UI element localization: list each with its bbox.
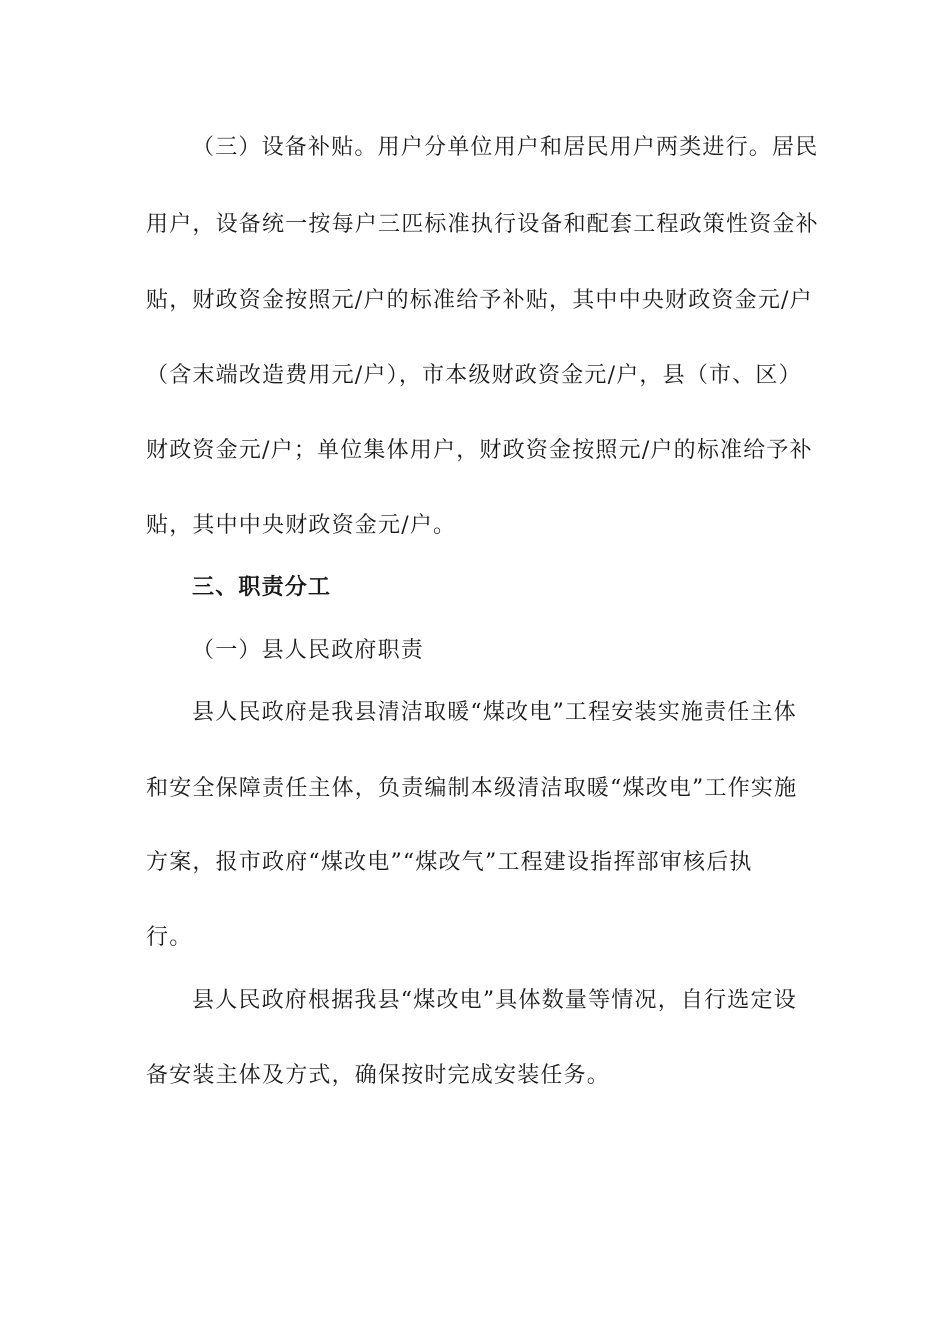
paragraph-line: 县人民政府根据我县“煤改电”具体数量等情况，自行选定设 — [192, 988, 797, 1013]
paragraph-line: 方案，报市政府“煤改电”“煤改气”工程建设指挥部审核后执 — [146, 850, 753, 875]
subsection-heading: （一）县人民政府职责 — [192, 638, 425, 663]
paragraph-line: 和安全保障责任主体，负责编制本级清洁取暖“煤改电”工作实施 — [146, 776, 798, 801]
paragraph-line: 行。 — [146, 925, 193, 950]
paragraph-line: （三）设备补贴。用户分单位用户和居民用户两类进行。居民 — [192, 135, 819, 160]
paragraph-line: 贴，财政资金按照元/户的标准给予补贴，其中中央财政资金元/户 — [146, 288, 813, 313]
paragraph-line: 用户，设备统一按每户三匹标准执行设备和配套工程政策性资金补 — [146, 212, 819, 237]
section-heading: 三、职责分工 — [192, 575, 332, 600]
paragraph-line: （含末端改造费用元/户），市本级财政资金元/户，县（市、区） — [146, 363, 802, 388]
paragraph-line: 备安装主体及方式，确保按时完成安装任务。 — [146, 1063, 611, 1088]
paragraph-line: 财政资金元/户；单位集体用户，财政资金按照元/户的标准给予补 — [146, 438, 813, 463]
paragraph-line: 县人民政府是我县清洁取暖“煤改电”工程安装实施责任主体 — [192, 700, 797, 725]
paragraph-line: 贴，其中中央财政资金元/户。 — [146, 513, 457, 538]
